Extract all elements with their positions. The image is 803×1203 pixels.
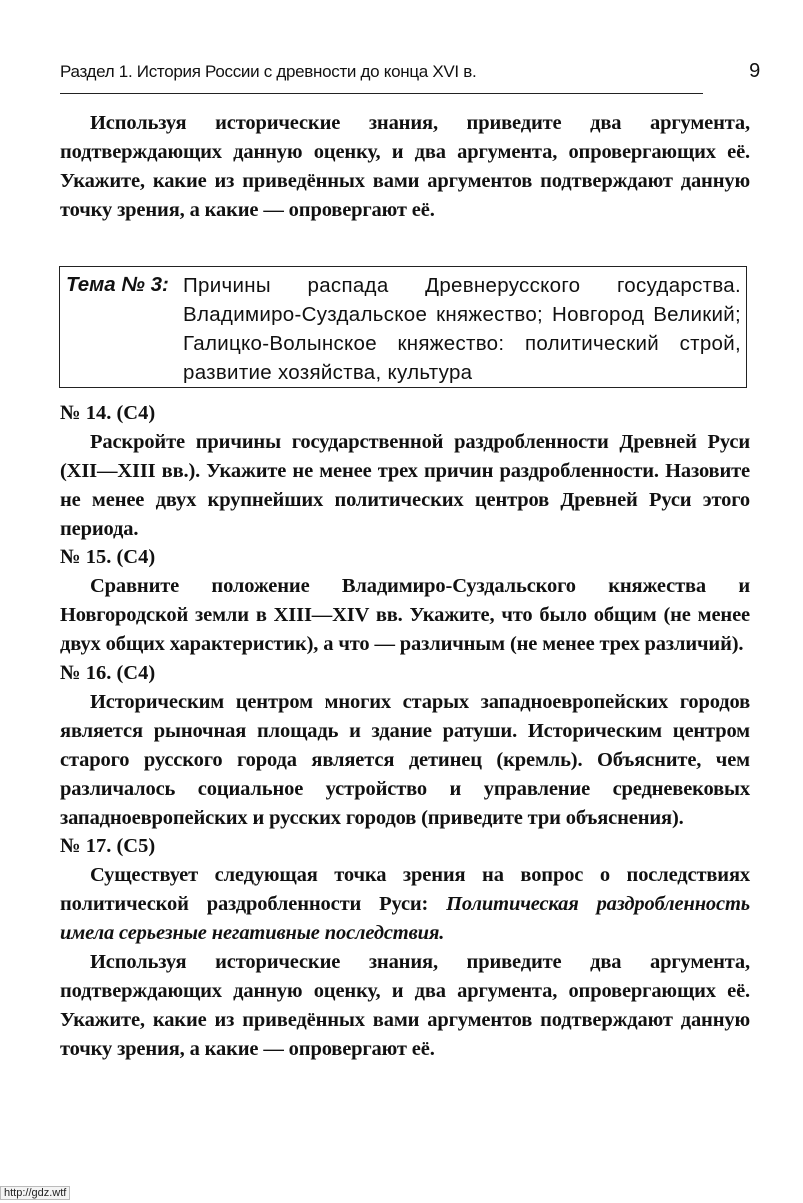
task-text-start: Существует следующая точка зрения на вопрос о последствиях политической раздробленности Руси: [60,864,750,915]
task-number: № 15. (С4) [60,546,156,568]
task-17 [60,832,750,1064]
header-rule [60,93,703,94]
task-text: Раскройте причины государственной раздробленности Древней Руси (XII—XIII вв.). Укажите не менее трех причин раздробленности. Назовите не менее двух крупнейших политических центров Древней Руси этого периода. [60,431,750,540]
theme-label: Тема № 3: [66,273,169,296]
quoted-viewpoint: Политическая раздробленность имела серьезные негативные последствия. [60,893,750,944]
task-text: Историческим центром многих старых западноевропейских городов является рыночная площадь и здание ратуши. Историческим центром старого русского города является детинец (кремль). Объясните, чем различалось социальное устройство и управление средневековых западноевропейских и русских городов (приведите три объяснения). [60,691,750,829]
theme-text: Причины распада Древнерусского государства. Владимиро-Суздальское княжество; Новгород Великий; Галицко-Волынское княжество: политический строй, развитие хозяйства, культура [183,274,741,384]
page-number: 9 [749,60,760,82]
running-title: Раздел 1. История России с древности до конца XVI в. [60,62,477,81]
task-text [60,861,750,948]
source-link[interactable]: http://gdz.wtf [0,1186,70,1200]
theme-box [59,266,747,388]
task-text: Сравните положение Владимиро-Суздальского княжества и Новгородской земли в XIII—XIV вв. Укажите, что было общим (не менее двух общих характеристик), а что — различным (не менее трех различий). [60,575,750,655]
task-number: № 17. (С5) [60,835,156,857]
task-followup: Используя исторические знания, приведите два аргумента, подтверждающих данную оценку, и два аргумента, опровергающих её. Укажите, какие из приведённых вами аргументов подтверждают данную точку зрения, а какие — опровергают её. [60,951,750,1060]
task-number: № 14. (С4) [60,402,156,424]
task-14 [60,399,750,544]
running-head [60,62,770,82]
task-16 [60,659,750,833]
intro-paragraph: Используя исторические знания, приведите два аргумента, подтверждающих данную оценку, и два аргумента, опровергающих её. Укажите, какие из приведённых вами аргументов подтверждают данную точку зрения, а какие — опровергают её. [60,112,750,221]
task-number: № 16. (С4) [60,662,156,684]
task-15 [60,543,750,659]
